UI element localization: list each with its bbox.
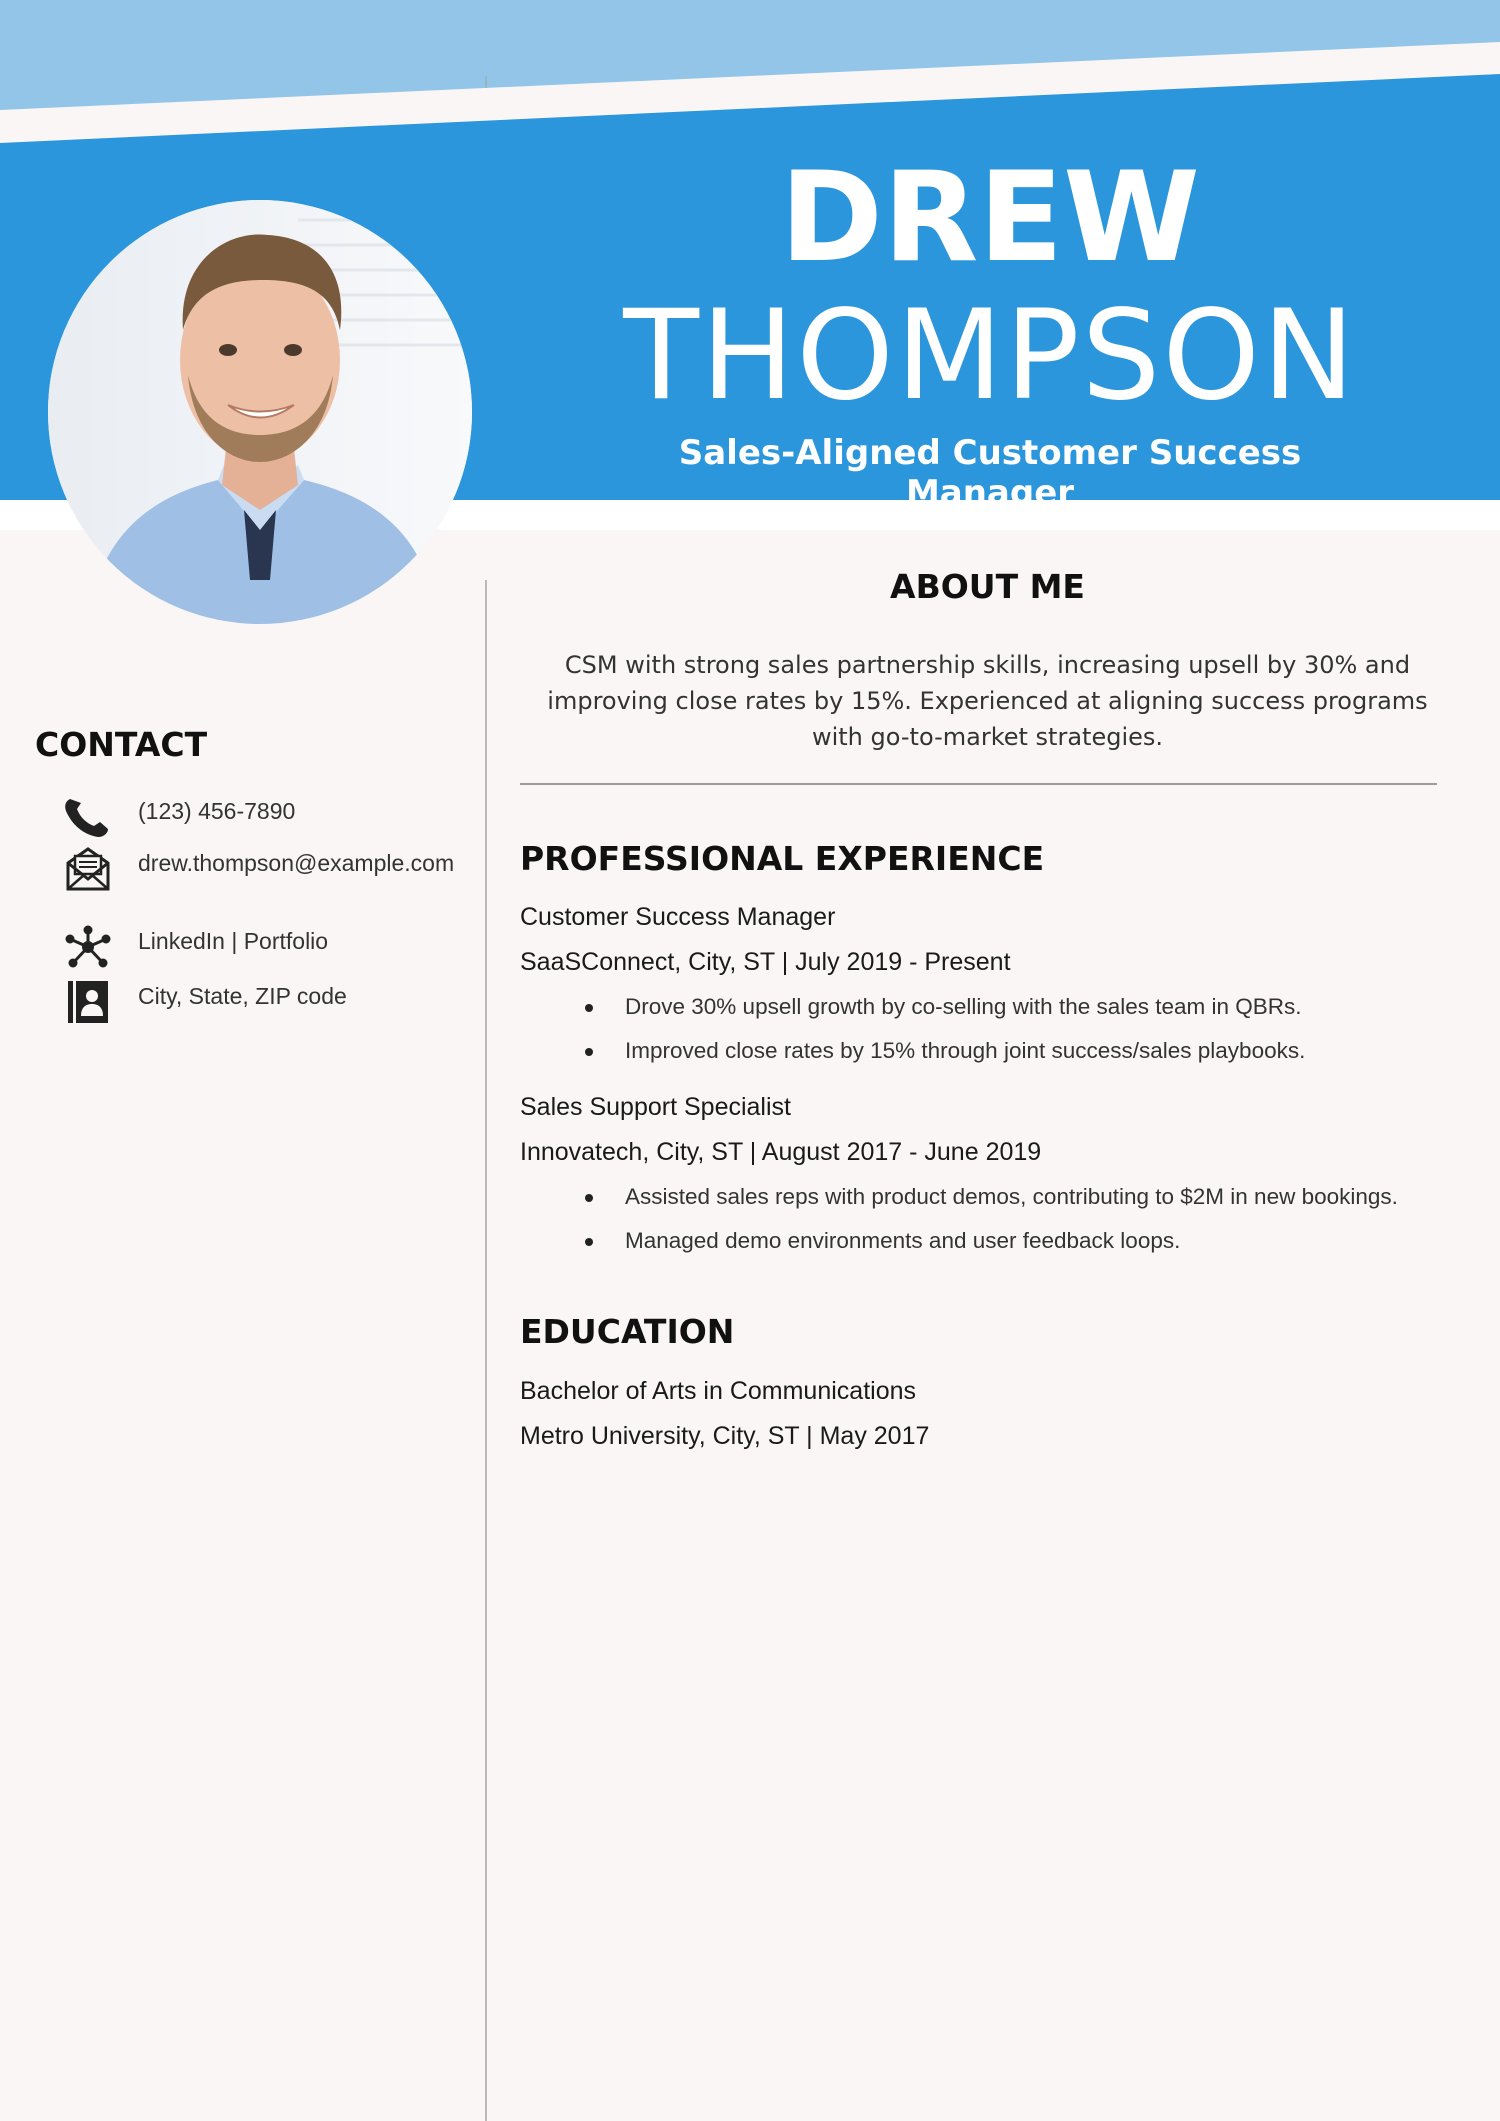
last-name: THOMPSON (623, 284, 1357, 428)
job-bullets-1 (585, 992, 1305, 1080)
about-text: CSM with strong sales partnership skills, increasing upsell by 30% and improving close rates by 15%. Experienced at aligning success programs with go-to-market strategies. (547, 651, 1428, 751)
contact-address (60, 980, 460, 1024)
job-title-1: Customer Success Manager (520, 903, 836, 931)
phone-icon (60, 795, 116, 839)
first-name: DREW (780, 146, 1200, 290)
phone-text: (123) 456-7890 (138, 798, 296, 824)
list-item: Managed demo environments and user feedback loops. (585, 1226, 1398, 1270)
list-item: Improved close rates by 15% through joint success/sales playbooks. (585, 1036, 1305, 1080)
profile-photo (48, 200, 472, 624)
contact-heading: CONTACT (35, 725, 208, 764)
column-divider-top (485, 76, 487, 88)
links-text: LinkedIn | Portfolio (138, 928, 329, 954)
job-bullets-2 (585, 1182, 1398, 1270)
address-book-icon (60, 980, 116, 1024)
education-school: Metro University, City, ST | May 2017 (520, 1422, 930, 1450)
about-divider (520, 783, 1437, 785)
education-degree: Bachelor of Arts in Communications (520, 1377, 917, 1405)
envelope-icon (60, 847, 116, 891)
list-item: Assisted sales reps with product demos, contributing to $2M in new bookings. (585, 1182, 1398, 1226)
job-meta-2: Innovatech, City, ST | August 2017 - June 2019 (520, 1138, 1042, 1166)
education-heading: EDUCATION (520, 1312, 735, 1351)
about-heading: ABOUT ME (890, 567, 1085, 606)
contact-phone (60, 795, 460, 839)
address-text: City, State, ZIP code (138, 983, 347, 1009)
contact-links (60, 925, 460, 969)
list-item: Drove 30% upsell growth by co-selling with the sales team in QBRs. (585, 992, 1305, 1036)
job-meta-1: SaaSConnect, City, ST | July 2019 - Present (520, 948, 1011, 976)
job-title-2: Sales Support Specialist (520, 1093, 791, 1121)
contact-email (60, 847, 460, 891)
job-tagline: Sales-Aligned Customer Success Manager (678, 433, 1302, 513)
network-icon (60, 925, 116, 969)
experience-heading: PROFESSIONAL EXPERIENCE (520, 839, 1045, 878)
email-text: drew.thompson@example.com (138, 850, 455, 876)
column-divider (485, 580, 487, 2121)
